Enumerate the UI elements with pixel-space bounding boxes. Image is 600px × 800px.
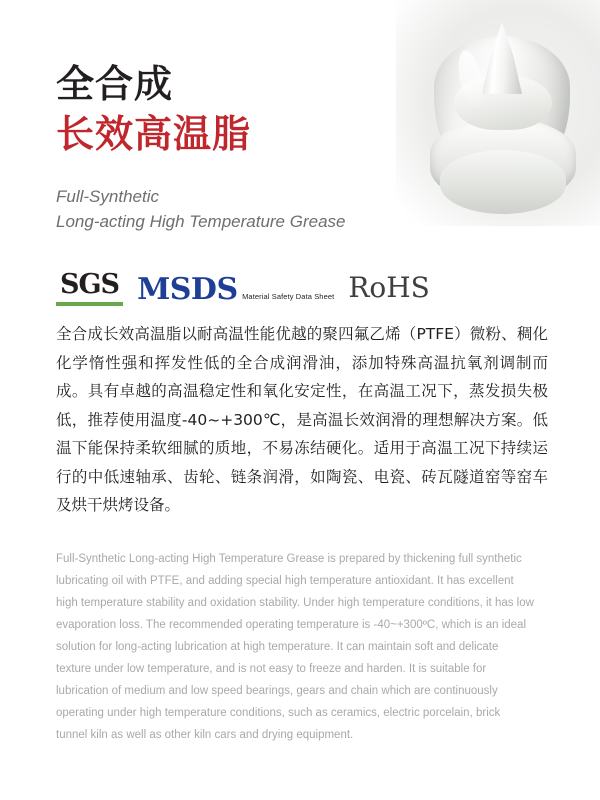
certification-logos [56, 262, 430, 306]
cap-rim-inner [440, 150, 566, 214]
description-english: Full-Synthetic Long-acting High Temperature Grease is prepared by thickening full synthetic lubricating oil with PTFE, and adding special high temperature antioxidant. It has excellent high temperature stability and oxidation stability. Under high temperature conditions, it has low evaporation loss. The recommended operating temperature is -40~+300ºC, which is an ideal solution for long-acting lubrication at high temperature. It can maintain soft and delicate texture under low temperature, and is not easy to freeze and harden. It is suitable for lubrication of medium and low speed bearings, gears and chain which are continuously operating under high temperature conditions, such as ceramics, electric porcelain, brick tunnel kiln as well as other kiln cars and drying equipment. [56, 553, 534, 741]
title-chinese-line-1: 全合成 [56, 62, 174, 106]
title-chinese-line-2: 长效高温脂 [56, 112, 252, 156]
msds-logo-subtitle: Material Safety Data Sheet [242, 292, 335, 301]
msds-logo-text: MSDS [137, 272, 238, 307]
title-english-line-2: Long-acting High Temperature Grease [56, 212, 346, 231]
description-chinese: 全合成长效高温脂以耐高温性能优越的聚四氟乙烯（PTFE）微粉、稠化化学惰性强和挥发性低的全合成润滑油，添加特殊高温抗氧剂调制而成。具有卓越的高温稳定性和氧化安定性，在高温工况下，蒸发损失极低，推荐使用温度-40~+300℃，是高温长效润滑的理想解决方案。低温下能保持柔软细腻的质地，不易冻结硬化。适用于高温工况下持续运行的中低速轴承、齿轮、链条润滑，如陶瓷、电瓷、砖瓦隧道窑等窑车及烘干烘烤设备。 [56, 325, 548, 514]
msds-logo [137, 272, 335, 307]
title-english-line-1: Full-Synthetic [56, 187, 159, 206]
sgs-logo: SGS [56, 269, 123, 306]
title-english [56, 184, 436, 234]
rohs-logo: RoHS [348, 271, 430, 304]
page-title [56, 60, 436, 234]
